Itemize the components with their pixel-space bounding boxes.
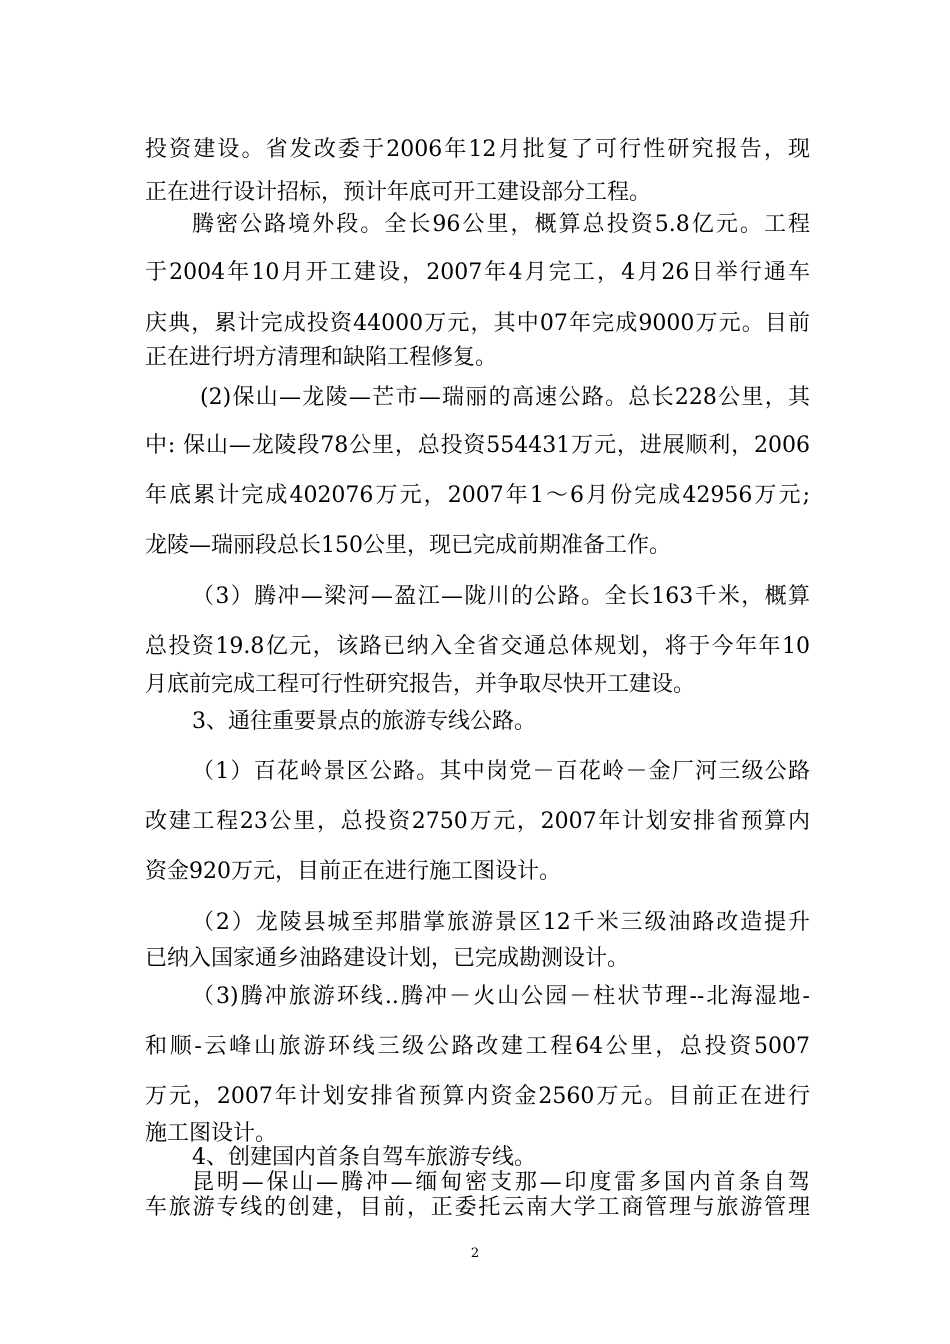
text-line: 正在进行坍方清理和缺陷工程修复。 xyxy=(145,345,498,370)
text-line: 腾密公路境外段。全长96公里，概算总投资5.8亿元。工程 xyxy=(192,212,810,237)
text-line: 昆明—保山—腾冲—缅甸密支那—印度雷多国内首条自驾 xyxy=(192,1170,810,1195)
text-line: 4、创建国内首条自驾车旅游专线。 xyxy=(192,1145,536,1170)
text-line: （3)腾冲旅游环线..腾冲－火山公园－柱状节理--北海湿地- xyxy=(192,984,810,1009)
text-line: 3、通往重要景点的旅游专线公路。 xyxy=(192,709,536,734)
text-line: 投资建设。省发改委于2006年12月批复了可行性研究报告，现 xyxy=(145,137,810,162)
text-line: 于2004年10月开工建设，2007年4月完工，4月26日举行通车 xyxy=(145,260,810,285)
text-line: 龙陵—瑞丽段总长150公里，现已完成前期准备工作。 xyxy=(145,533,671,558)
text-line: 年底累计完成402076万元，2007年1～6月份完成42956万元; xyxy=(145,483,810,508)
text-line: 改建工程23公里，总投资2750万元，2007年计划安排省预算内 xyxy=(145,809,810,834)
text-line: 万元，2007年计划安排省预算内资金2560万元。目前正在进行 xyxy=(145,1084,810,1109)
text-line: 月底前完成工程可行性研究报告，并争取尽快开工建设。 xyxy=(145,672,696,697)
text-line: 中: 保山—龙陵段78公里，总投资554431万元，进展顺利，2006 xyxy=(145,433,810,458)
text-line: (2)保山—龙陵—芒市—瑞丽的高速公路。总长228公里，其 xyxy=(200,385,810,410)
text-line: 已纳入国家通乡油路建设计划，已完成勘测设计。 xyxy=(145,946,630,971)
text-line: 施工图设计。 xyxy=(145,1121,278,1146)
text-line: （2）龙陵县城至邦腊掌旅游景区12千米三级油路改造提升 xyxy=(192,910,810,935)
text-line: 总投资19.8亿元，该路已纳入全省交通总体规划，将于今年年10 xyxy=(145,634,810,659)
text-line: （1）百花岭景区公路。其中岗党－百花岭－金厂河三级公路 xyxy=(192,759,810,784)
text-line: 庆典，累计完成投资44000万元，其中07年完成9000万元。目前 xyxy=(145,311,810,336)
text-line: 车旅游专线的创建，目前，正委托云南大学工商管理与旅游管理 xyxy=(145,1195,810,1220)
text-line: （3）腾冲—梁河—盈江—陇川的公路。全长163千米，概算 xyxy=(192,584,810,609)
page-number: 2 xyxy=(470,1246,480,1261)
text-line: 和顺-云峰山旅游环线三级公路改建工程64公里，总投资5007 xyxy=(145,1034,810,1059)
text-line: 正在进行设计招标，预计年底可开工建设部分工程。 xyxy=(145,180,652,205)
text-line: 资金920万元，目前正在进行施工图设计。 xyxy=(145,859,561,884)
